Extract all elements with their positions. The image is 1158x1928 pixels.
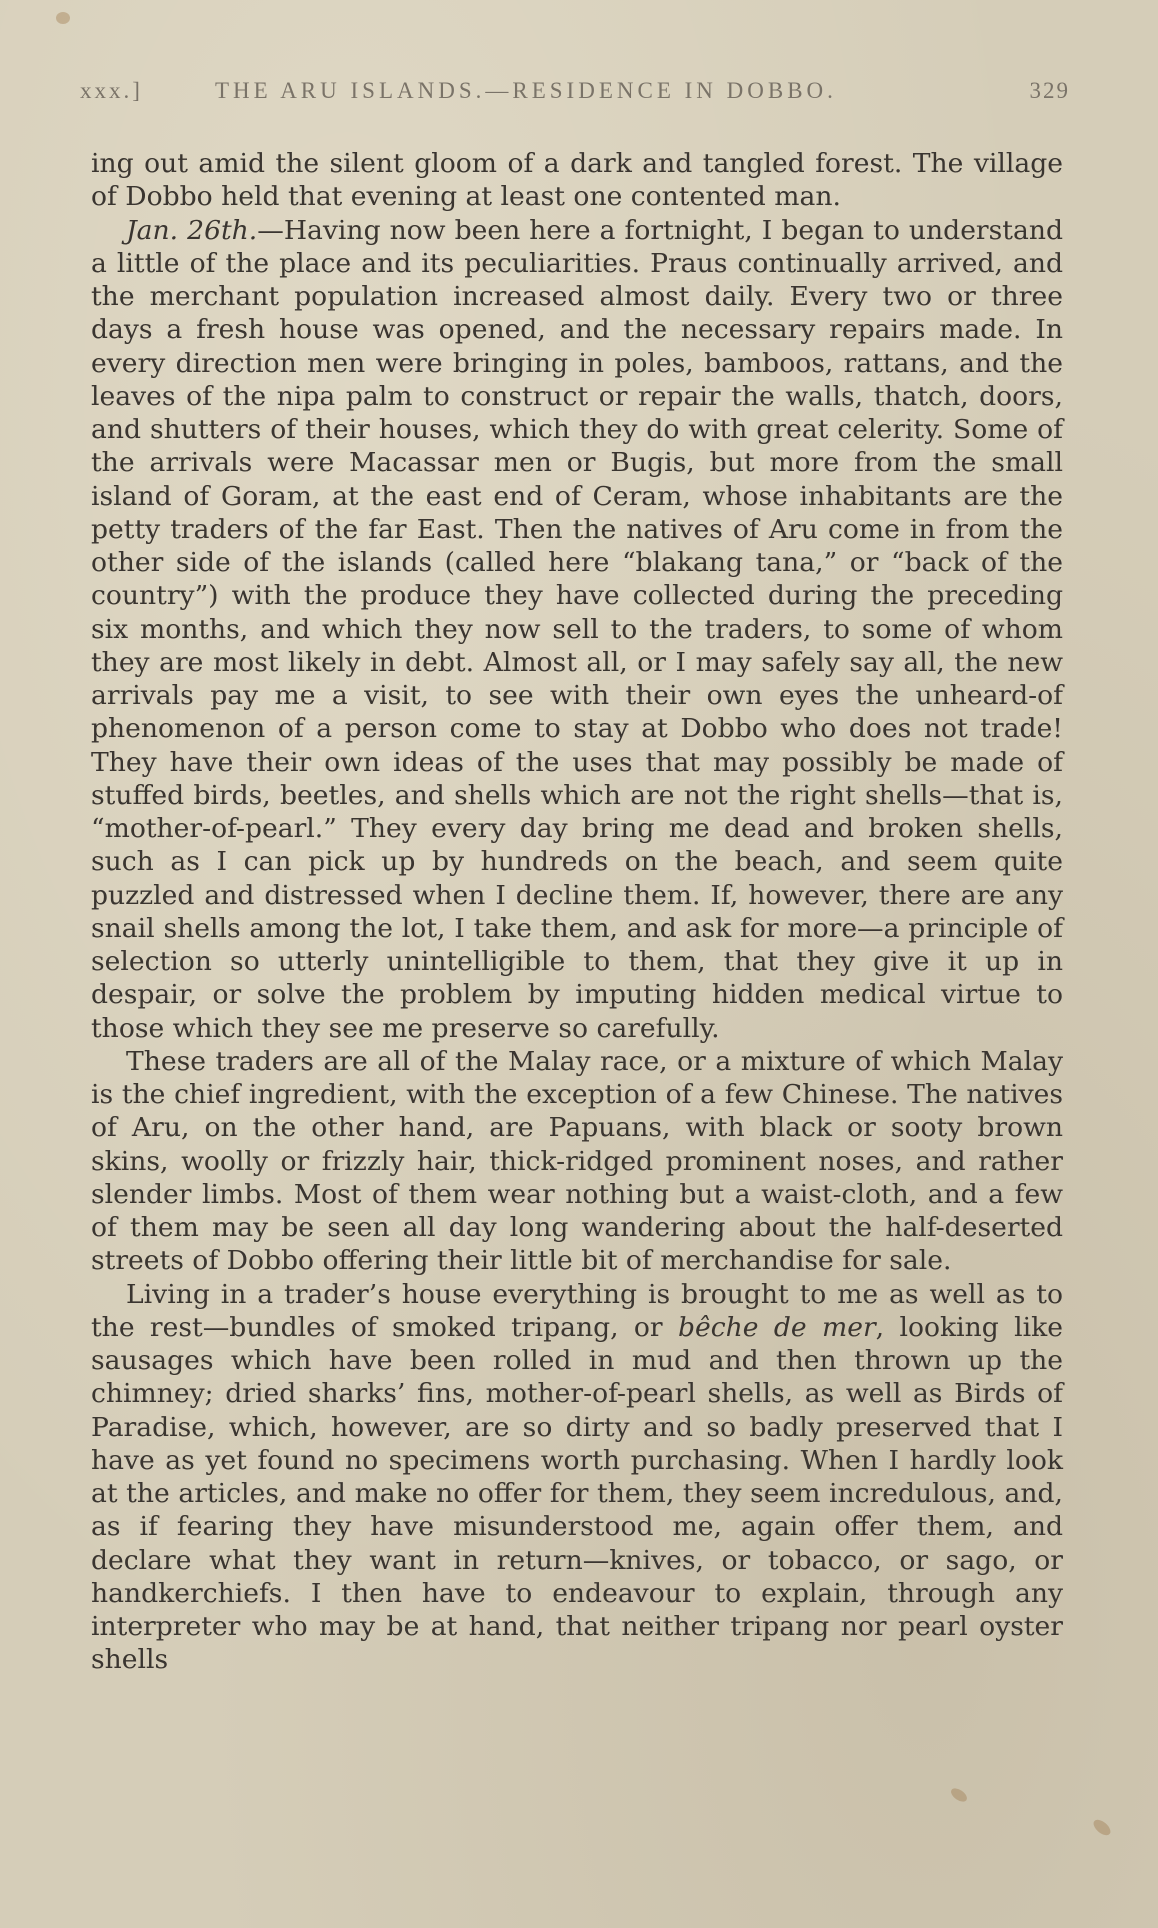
paragraph-continuation xyxy=(91,147,1063,214)
paragraph-text: Living in a trader’s house everything is brought to me as well as to the rest—bundles of smoked tripang, or xyxy=(91,1278,1063,1343)
date-heading: Jan. 26th. xyxy=(126,214,258,246)
paragraph-text: , looking like sausages which have been rolled in mud and then thrown up the chimney; dried sharks’ fins, mother-of-pearl shells, as well as Birds of Paradise, which, however, are so dirty and so badly preserved that I have as yet found no specimens worth purchasing. When I hardly look at the articles, and make no offer for them, they seem incredulous, and, as if fearing they have misunderstood me, again offer them, and declare what they want in return—knives, or tobacco, or sago, or handkerchiefs. I then have to endeavour to explain, through any interpreter who may be at hand, that neither tripang nor pearl oyster shells xyxy=(91,1311,1064,1676)
paper-blemish xyxy=(56,12,70,24)
paragraph-traders xyxy=(91,1045,1063,1278)
paragraph-text: ing out amid the silent gloom of a dark and tangled forest. The village of Dobbo held that evening at least one contented man. xyxy=(91,148,1063,213)
italic-term: bêche de mer xyxy=(678,1311,876,1343)
page-number: 329 xyxy=(1029,78,1070,103)
running-head xyxy=(80,78,1070,114)
paragraph-living xyxy=(91,1278,1063,1677)
chapter-number: xxx.] xyxy=(80,78,143,103)
paper-blemish xyxy=(1091,1817,1113,1838)
body-text xyxy=(91,147,1063,1677)
paper-blemish xyxy=(949,1786,969,1805)
paragraph-text: —Having now been here a fortnight, I began to understand a little of the place and its peculiarities. Praus continually arrived, and the merchant population increased almost daily. Every two or three days a fresh house was opened, and the necessary repairs made. In every direction men were bringing in poles, bamboos, rattans, and the leaves of the nipa palm to construct or repair the walls, thatch, doors, and shutters of their houses, which they do with great celerity. Some of the arrivals were Macassar men or Bugis, but more from the small island of Goram, at the east end of Ceram, whose inhabitants are the petty traders of the far East. Then the natives of Aru come in from the other side of the islands (called here “blakang tana,” or “back of the country”) with the produce they have collected during the preceding six months, and which they now sell to the traders, to some of whom they are most likely in debt. Almost all, or I may safely say all, the new arrivals pay me a visit, to see with their own eyes the unheard-of phenomenon of a person come to stay at Dobbo who does not trade! They have their own ideas of the uses that may possibly be made of stuffed birds, beetles, and shells which are not the right shells—that is, “mother-of-pearl.” They every day bring me dead and broken shells, such as I can pick up by hundreds on the beach, and seem quite puzzled and distressed when I decline them. If, however, there are any snail shells among the lot, I take them, and ask for more—a principle of selection so utterly unintelligible to them, that they give it up in despair, or solve the problem by imputing hidden medical virtue to those which they see me preserve so carefully. xyxy=(91,214,1063,1044)
paragraph-jan-26 xyxy=(91,214,1063,1045)
paragraph-text: These traders are all of the Malay race, or a mixture of which Malay is the chief ingredient, with the exception of a few Chinese. The natives of Aru, on the other hand, are Papuans, with black or sooty brown skins, woolly or frizzly hair, thick-ridged prominent noses, and rather slender limbs. Most of them wear nothing but a waist-cloth, and a few of them may be seen all day long wandering about the half-deserted streets of Dobbo offering their little bit of merchandise for sale. xyxy=(91,1045,1063,1277)
running-title: THE ARU ISLANDS.—RESIDENCE IN DOBBO. xyxy=(215,78,837,103)
